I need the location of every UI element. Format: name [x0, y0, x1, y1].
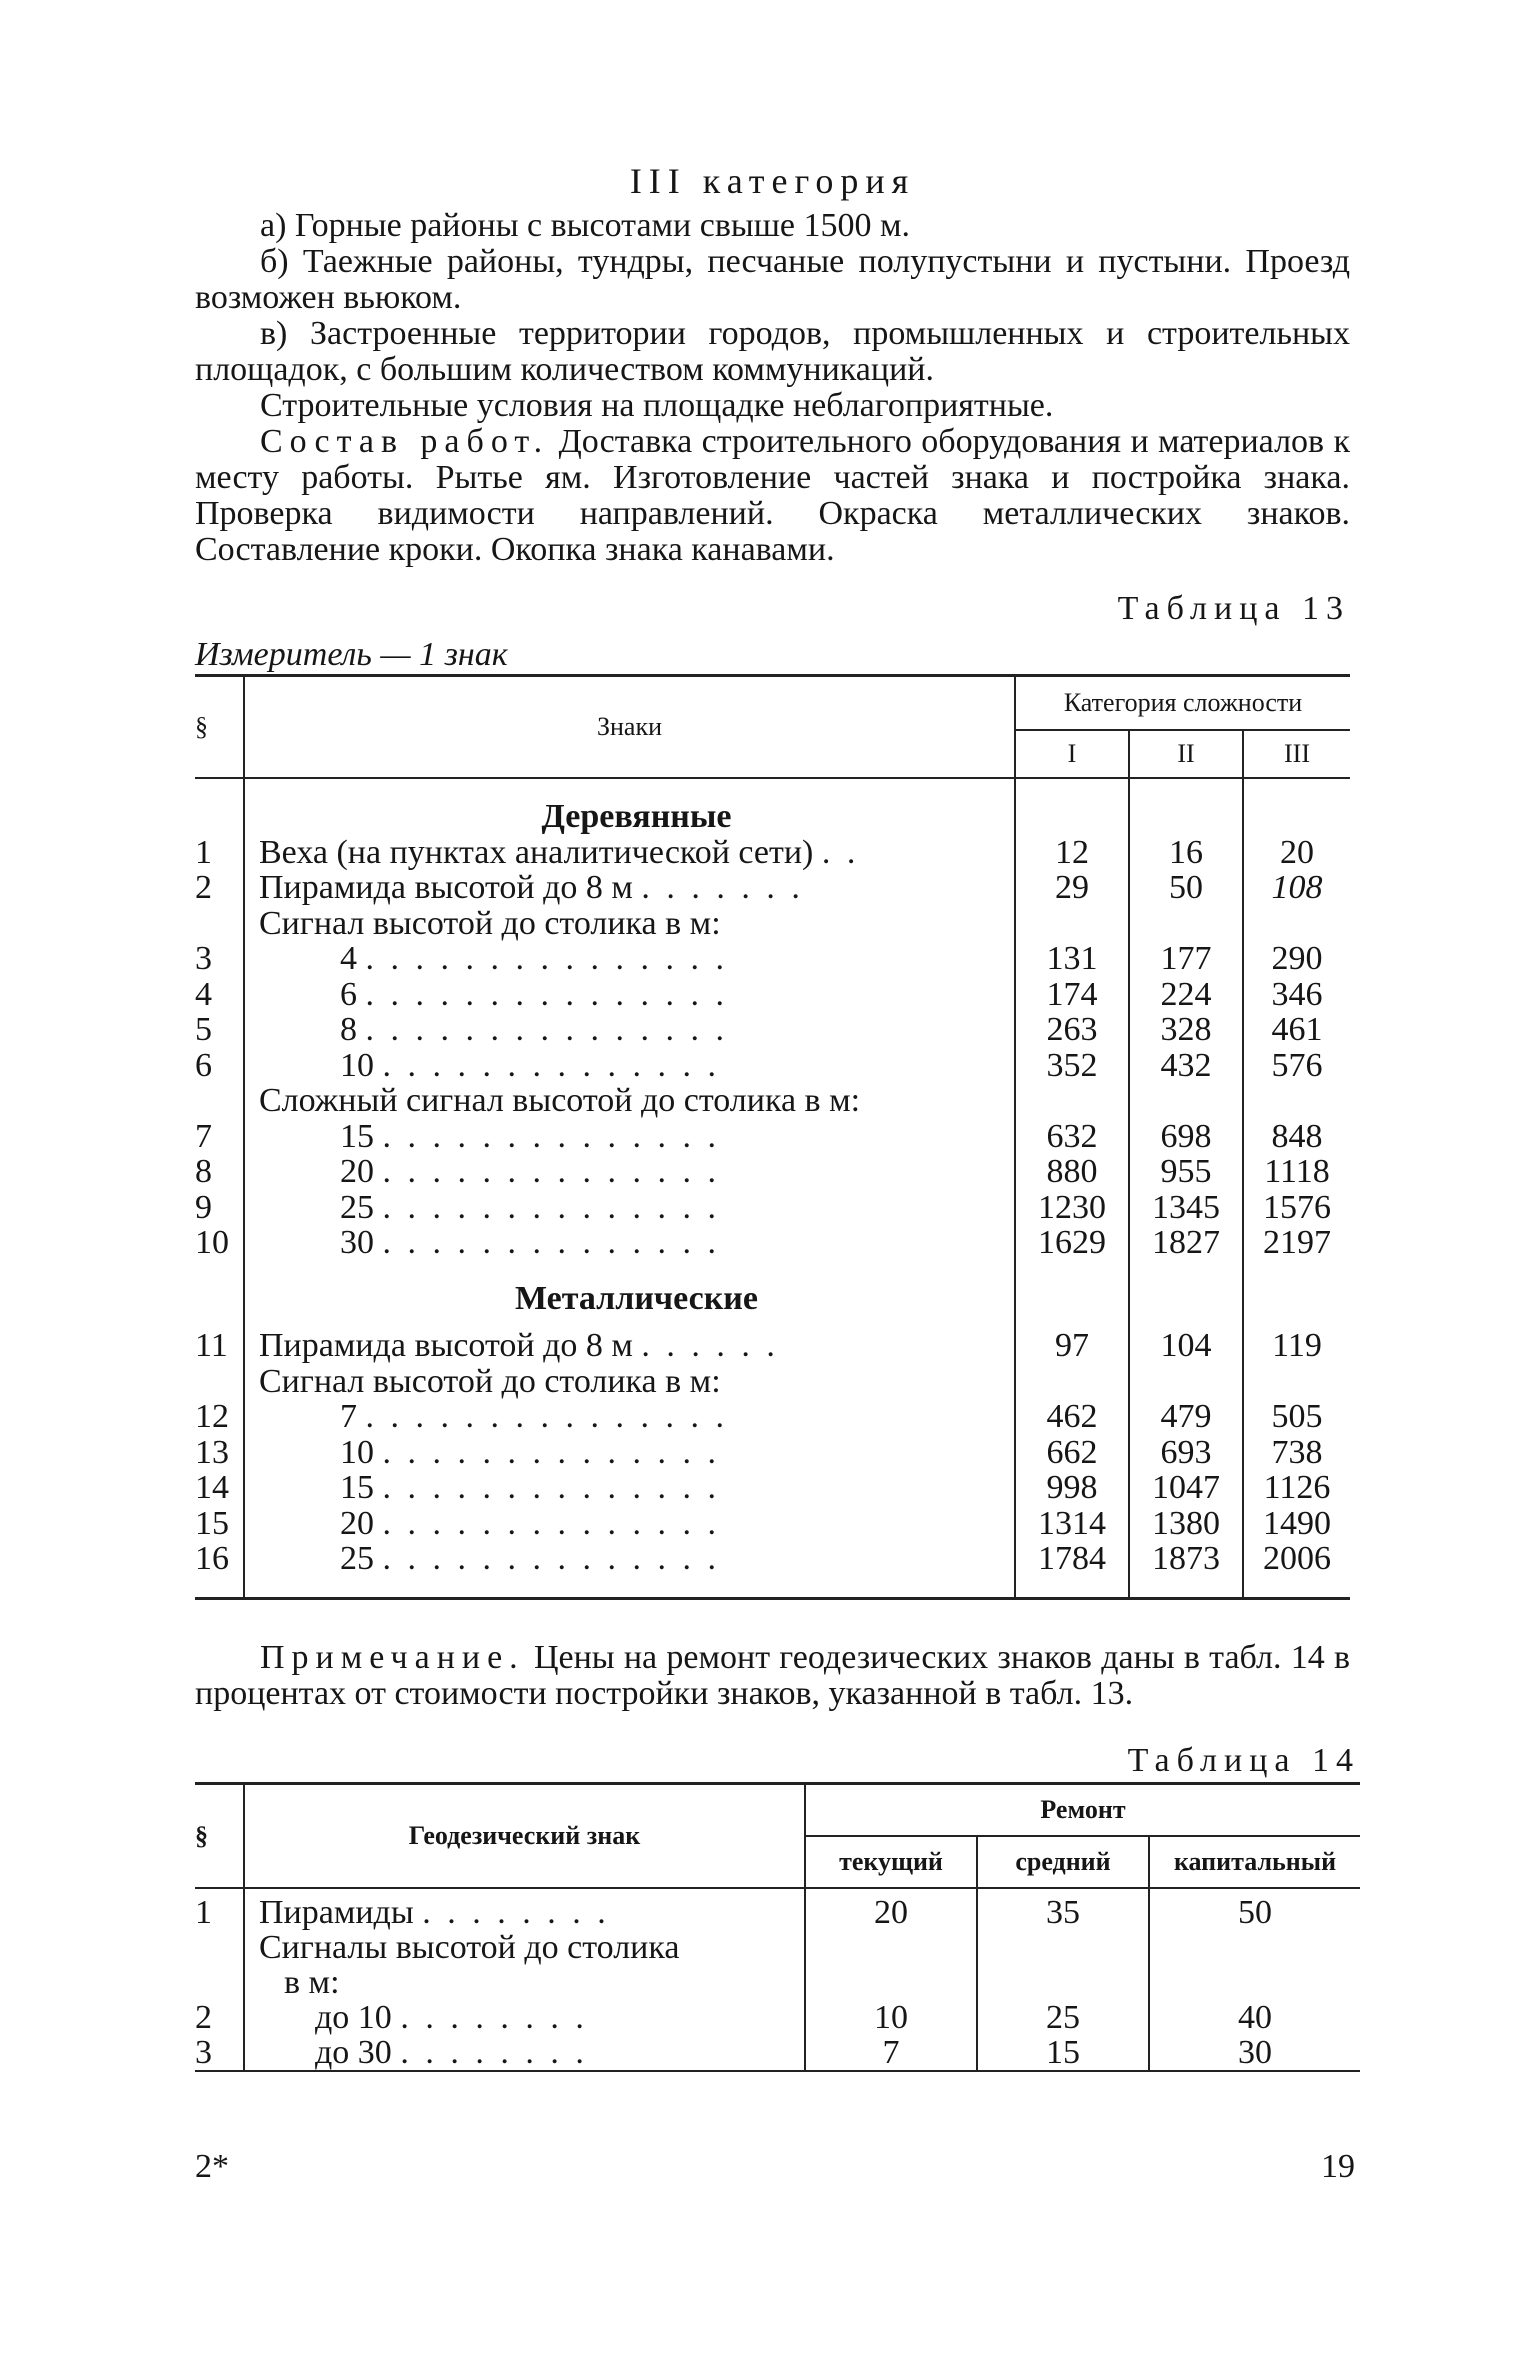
row-name: 7 . . . . . . . . . . . . . . . [244, 1399, 1015, 1435]
cell-cat-3: 1118 [1264, 1153, 1330, 1190]
row-name: 4 . . . . . . . . . . . . . . . [244, 941, 1015, 977]
row-name: Пирамида высотой до 8 м . . . . . . [244, 1328, 1015, 1364]
cell-cat-2: 50 [1129, 870, 1243, 906]
note-text: Цены на ремонт геодезических знаков даны в табл. 14 в процентах от стоимости постройки знаков, указанной в табл. 13. [195, 1638, 1350, 1712]
note-label: Примечание. [260, 1638, 525, 1676]
item-b: б) Таежные районы, тундры, песчаные полупустыни и пустыни. Проезд возможен вьюком. [195, 243, 1350, 316]
cell-cat-2: 328 [1129, 1012, 1243, 1048]
cell-cat-3: 461 [1271, 1011, 1323, 1048]
cell-medium: 35 [977, 1895, 1149, 1930]
row-number: 6 [195, 1048, 244, 1084]
cell-cat-1: 1629 [1015, 1225, 1129, 1261]
table-row [195, 870, 1350, 906]
table-row [195, 1048, 1350, 1084]
table-row [195, 941, 1350, 977]
cell-cat-3: 738 [1271, 1433, 1323, 1471]
cell-capital: 50 [1238, 1893, 1272, 1931]
cell-cat-3: 505 [1271, 1398, 1323, 1435]
table-13 [195, 674, 1350, 1600]
work-label: Состав работ. [260, 423, 550, 460]
table-row [195, 1506, 1350, 1542]
row-name: Пирамида высотой до 8 м . . . . . . . [244, 870, 1015, 906]
row-name: 25 . . . . . . . . . . . . . . [244, 1190, 1015, 1226]
subheading-row [195, 906, 1350, 942]
col-repair: Ремонт [805, 1783, 1360, 1836]
measure-unit: Измеритель — 1 знак [195, 636, 508, 673]
category-heading: III категория [629, 161, 916, 201]
cell-current: 20 [805, 1895, 977, 1930]
row-number: 13 [195, 1435, 244, 1471]
cell-cat-3: 576 [1271, 1046, 1323, 1084]
table-row [195, 1399, 1350, 1435]
cell-cat-2: 1873 [1129, 1541, 1243, 1577]
row-subheading: Сигнал высотой до столика в м: [244, 1364, 1015, 1400]
table-row [195, 1154, 1350, 1190]
work-text: Доставка строительного оборудования и материалов к месту работы. Рытье ям. Изготовление частей знака и постройка знака. Проверка видимости направлений. Окраска металлических знаков. Составление кроки. Окопка знака канавами. [195, 423, 1351, 568]
col-signs: Знаки [244, 676, 1015, 779]
table13-caption: Таблица 13 [1117, 590, 1350, 627]
cell-cat-1: 662 [1015, 1435, 1129, 1471]
cell-cat-2: 693 [1129, 1435, 1243, 1471]
item-c: в) Застроенные территории городов, промышленных и строительных площадок, с большим количеством коммуникаций. [195, 315, 1350, 388]
item-a: а) Горные районы с высотами свыше 1500 м. [260, 207, 911, 244]
cell-cat-1: 880 [1015, 1154, 1129, 1190]
cell-cat-2: 177 [1129, 941, 1243, 977]
group-metal: Металлические [244, 1281, 1015, 1317]
col-geodetic-sign: Геодезический знак [244, 1783, 805, 1888]
table-row [195, 2000, 1360, 2035]
cell-cat-3: 1126 [1263, 1469, 1331, 1506]
cell-cat-1: 174 [1015, 977, 1129, 1013]
signature-mark: 2* [195, 2148, 229, 2185]
cell-cat-1: 1230 [1015, 1190, 1129, 1226]
row-number: 16 [195, 1541, 244, 1577]
row-subheading: Сложный сигнал высотой до столика в м: [244, 1083, 1015, 1119]
row-number: 4 [195, 977, 244, 1013]
cell-cat-1: 998 [1015, 1470, 1129, 1506]
row-name: до 10 . . . . . . . . [244, 2000, 805, 2035]
group-wood: Деревянные [244, 799, 1015, 835]
cell-cat-3: 2197 [1263, 1224, 1331, 1261]
row-number: 3 [195, 941, 244, 977]
cell-cat-1: 1314 [1015, 1506, 1129, 1542]
row-number: 1 [195, 835, 244, 871]
cell-cat-2: 1380 [1129, 1506, 1243, 1542]
table-row [195, 1119, 1350, 1155]
cell-cat-3: 346 [1271, 975, 1323, 1013]
cell-cat-2: 1827 [1129, 1225, 1243, 1261]
row-name: Веха (на пунктах аналитической сети) . . [244, 835, 1015, 871]
cell-cat-2: 955 [1129, 1154, 1243, 1190]
cell-cat-2: 1345 [1129, 1190, 1243, 1226]
table13-caption-row [195, 590, 1350, 674]
cell-medium: 15 [977, 2035, 1149, 2071]
row-number: 2 [195, 870, 244, 906]
conditions-text: Строительные условия на площадке неблагоприятные. [260, 387, 1054, 424]
row-number: 14 [195, 1470, 244, 1506]
table14-caption: Таблица 14 [1127, 1741, 1360, 1779]
cell-cat-3: 290 [1271, 940, 1323, 977]
row-number: 5 [195, 1012, 244, 1048]
cell-cat-3: 848 [1271, 1117, 1323, 1155]
row-number: 3 [195, 2035, 244, 2071]
row-number: 9 [195, 1190, 244, 1226]
table13-note [195, 1640, 1350, 1712]
row-name: 8 . . . . . . . . . . . . . . . [244, 1012, 1015, 1048]
cell-cat-3: 119 [1272, 1327, 1322, 1364]
row-number: 12 [195, 1399, 244, 1435]
col-complexity: Категория сложности [1015, 676, 1350, 731]
row-number: 7 [195, 1119, 244, 1155]
cell-cat-1: 12 [1015, 835, 1129, 871]
row-number: 1 [195, 1895, 244, 1930]
row-name: 6 . . . . . . . . . . . . . . . [244, 977, 1015, 1013]
cell-medium: 25 [977, 2000, 1149, 2035]
cell-cat-2: 479 [1129, 1399, 1243, 1435]
col-section: § [195, 676, 244, 779]
cell-cat-2: 432 [1129, 1048, 1243, 1084]
cell-cat-2: 16 [1129, 835, 1243, 871]
table-row [195, 1328, 1350, 1364]
subheading-row [195, 1083, 1350, 1119]
table-row [195, 977, 1350, 1013]
row-subheading: Сигналы высотой до столика в м: [244, 1930, 805, 2000]
row-name: Пирамиды . . . . . . . . [244, 1895, 805, 1930]
row-name: 20 . . . . . . . . . . . . . . [244, 1506, 1015, 1542]
table-14 [195, 1782, 1360, 2072]
table-row [195, 835, 1350, 871]
cell-cat-2: 698 [1129, 1119, 1243, 1155]
row-number: 2 [195, 2000, 244, 2035]
table-row [195, 1541, 1350, 1577]
cell-capital: 40 [1238, 1998, 1272, 2036]
cell-cat-1: 131 [1015, 941, 1129, 977]
col-section: § [195, 1783, 244, 1888]
col-cat-3: III [1243, 730, 1350, 778]
row-number: 15 [195, 1506, 244, 1542]
row-name: 20 . . . . . . . . . . . . . . [244, 1154, 1015, 1190]
row-name: 25 . . . . . . . . . . . . . . [244, 1541, 1015, 1577]
col-cat-2: II [1129, 730, 1243, 778]
cell-cat-3: 108 [1271, 869, 1323, 906]
table-row [195, 1190, 1350, 1226]
row-number: 11 [195, 1328, 244, 1364]
col-capital: капитальный [1149, 1836, 1360, 1888]
row-name: до 30 . . . . . . . . [244, 2035, 805, 2071]
cell-cat-1: 263 [1015, 1012, 1129, 1048]
cell-cat-3: 1490 [1263, 1504, 1331, 1542]
subheading-row [195, 1930, 1360, 2000]
cell-cat-3: 20 [1280, 833, 1314, 871]
cell-cat-2: 224 [1129, 977, 1243, 1013]
row-number: 8 [195, 1154, 244, 1190]
page-number: 19 [1321, 2148, 1355, 2185]
cell-cat-1: 462 [1015, 1399, 1129, 1435]
cell-cat-1: 29 [1015, 870, 1129, 906]
work-composition [195, 424, 1350, 568]
group-row [195, 1281, 1350, 1317]
row-subheading: Сигнал высотой до столика в м: [244, 906, 1015, 942]
row-name: 30 . . . . . . . . . . . . . . [244, 1225, 1015, 1261]
row-name: 10 . . . . . . . . . . . . . . [244, 1048, 1015, 1084]
table-row [195, 2035, 1360, 2071]
cell-cat-1: 352 [1015, 1048, 1129, 1084]
cell-current: 10 [805, 2000, 977, 2035]
cell-cat-1: 1784 [1015, 1541, 1129, 1577]
table-row [195, 1012, 1350, 1048]
subheading-row [195, 1364, 1350, 1400]
page-content [195, 160, 1360, 2072]
row-number: 10 [195, 1225, 244, 1261]
row-name: 10 . . . . . . . . . . . . . . [244, 1435, 1015, 1471]
cell-cat-3: 1576 [1263, 1188, 1331, 1226]
col-cat-1: I [1015, 730, 1129, 778]
cell-cat-1: 632 [1015, 1119, 1129, 1155]
cell-cat-1: 97 [1015, 1328, 1129, 1364]
cell-cat-2: 104 [1129, 1328, 1243, 1364]
table-row [195, 1895, 1360, 1930]
table14-caption-row [195, 1712, 1360, 1782]
cell-current: 7 [805, 2035, 977, 2071]
row-name: 15 . . . . . . . . . . . . . . [244, 1119, 1015, 1155]
row-name: 15 . . . . . . . . . . . . . . [244, 1470, 1015, 1506]
cell-cat-3: 2006 [1263, 1540, 1331, 1577]
table-row [195, 1225, 1350, 1261]
col-current: текущий [805, 1836, 977, 1888]
cell-cat-2: 1047 [1129, 1470, 1243, 1506]
table-row [195, 1435, 1350, 1471]
cell-capital: 30 [1238, 2033, 1272, 2071]
group-row [195, 799, 1350, 835]
table-row [195, 1470, 1350, 1506]
col-medium: средний [977, 1836, 1149, 1888]
